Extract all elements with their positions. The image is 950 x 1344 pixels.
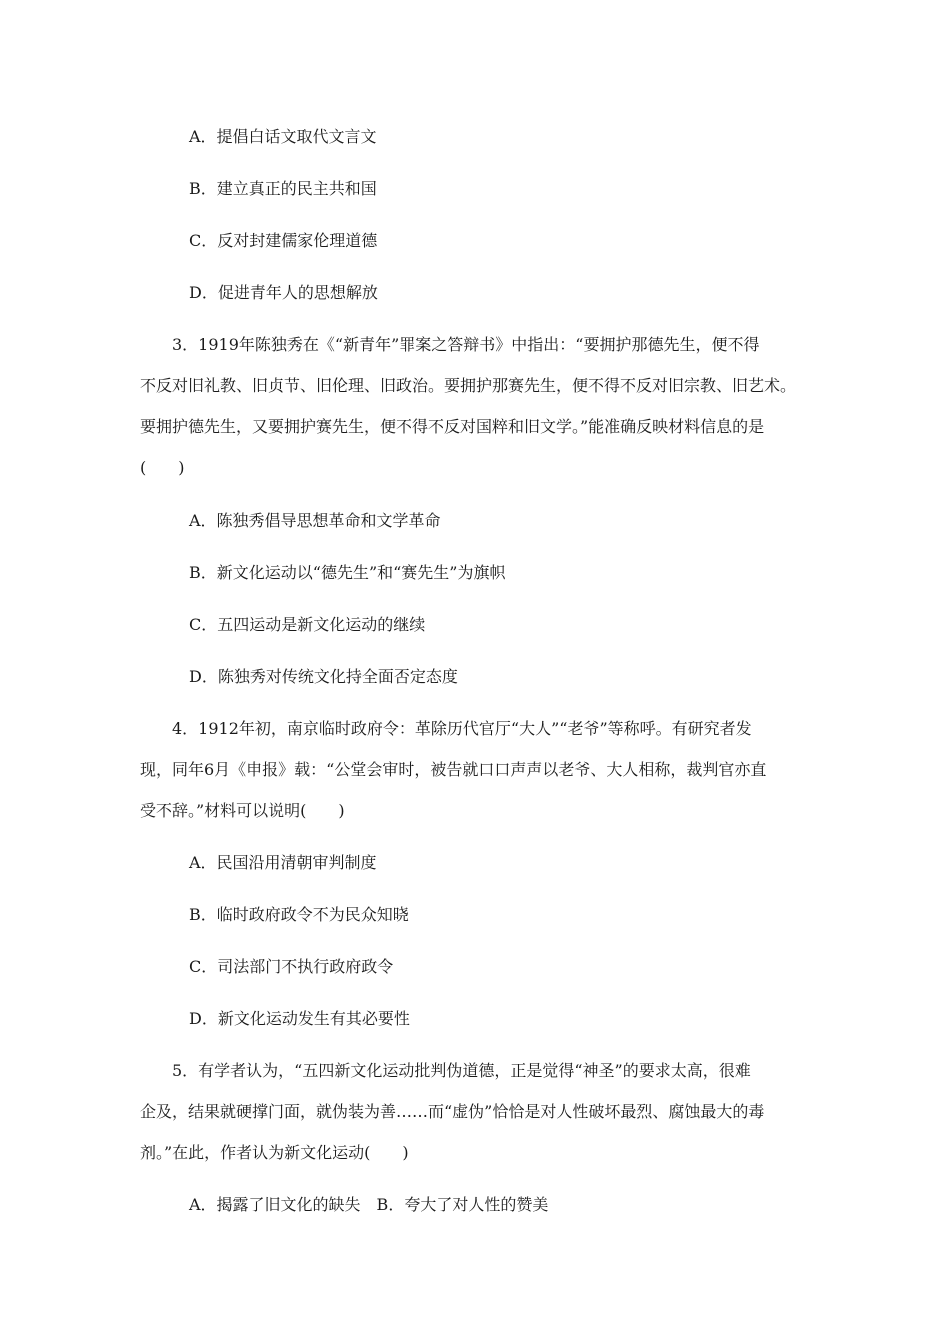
q4-option-a: A．民国沿用清朝审判制度 [189, 853, 377, 872]
q4-stem-line-2: 现，同年6月《申报》载：“公堂会审时，被告就口口声声以老爷、大人相称，裁判官亦直 [140, 760, 767, 779]
q4-option-c: C．司法部门不执行政府政令 [189, 957, 394, 976]
q3-stem-line-2: 不反对旧礼教、旧贞节、旧伦理、旧政治。要拥护那赛先生，便不得不反对旧宗教、旧艺术。 [140, 376, 797, 395]
q3-option-b: B．新文化运动以“德先生”和“赛先生”为旗帜 [189, 563, 506, 582]
q3-option-a: A．陈独秀倡导思想革命和文学革命 [189, 511, 441, 530]
q4-stem-line-3: 受不辞。”材料可以说明( ) [140, 801, 345, 820]
q3-option-c: C．五四运动是新文化运动的继续 [189, 615, 426, 634]
q5-stem-line-1: 5．有学者认为，“五四新文化运动批判伪道德，正是觉得“神圣”的要求太高，很难 [172, 1061, 751, 1080]
q5-options-ab: A．揭露了旧文化的缺失 B．夸大了对人性的赞美 [189, 1195, 549, 1214]
q3-stem-line-3: 要拥护德先生，又要拥护赛先生，便不得不反对国粹和旧文学。”能准确反映材料信息的是 [140, 417, 765, 436]
q3-answer-blank: ( ) [140, 458, 185, 477]
q5-stem-line-2: 企及，结果就硬撑门面，就伪装为善……而“虚伪”恰恰是对人性破坏最烈、腐蚀最大的毒 [140, 1102, 765, 1121]
q2-option-c: C．反对封建儒家伦理道德 [189, 231, 378, 250]
q2-option-d: D．促进青年人的思想解放 [189, 283, 378, 302]
q3-option-d: D．陈独秀对传统文化持全面否定态度 [189, 667, 458, 686]
q2-option-b: B．建立真正的民主共和国 [189, 179, 377, 198]
q2-option-a: A．提倡白话文取代文言文 [189, 127, 377, 146]
q3-stem-line-1: 3．1919年陈独秀在《“新青年”罪案之答辩书》中指出：“要拥护那德先生，便不得 [172, 335, 760, 354]
q4-option-d: D．新文化运动发生有其必要性 [189, 1009, 410, 1028]
q5-stem-line-3: 剂。”在此，作者认为新文化运动( ) [140, 1143, 409, 1162]
q4-stem-line-1: 4．1912年初，南京临时政府令：革除历代官厅“大人”“老爷”等称呼。有研究者发 [172, 719, 752, 738]
q4-option-b: B．临时政府政令不为民众知晓 [189, 905, 409, 924]
